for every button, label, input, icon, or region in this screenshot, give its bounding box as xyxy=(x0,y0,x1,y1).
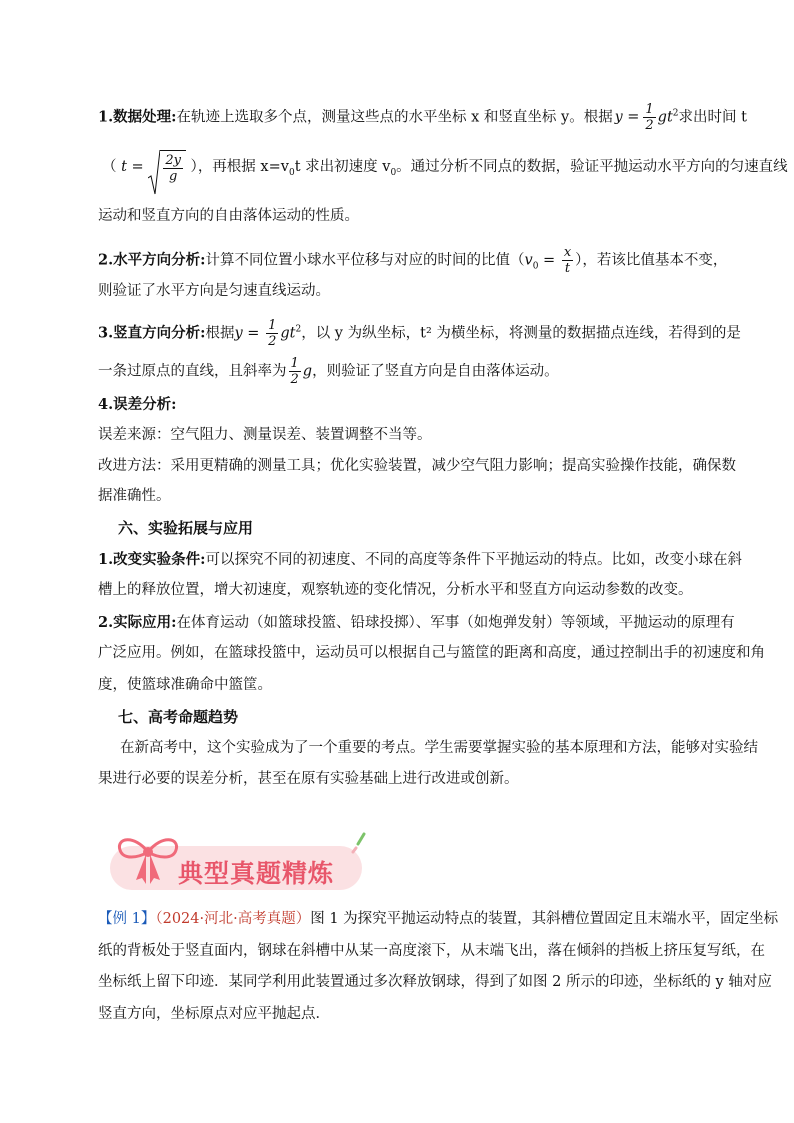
formula-y-half-gt2: y = xyxy=(614,109,640,125)
error-analysis-label: 4.误差分析: xyxy=(98,396,177,413)
practical-application-label: 2.实际应用: xyxy=(98,614,177,631)
improvement-line-2: 据准确性。 xyxy=(98,488,171,504)
improvement-line-1: 改进方法：采用更精确的测量工具；优化实验装置，减少空气阻力影响；提高实验操作技能，确保数 xyxy=(98,458,736,474)
error-source: 误差来源：空气阻力、测量误差、装置调整不当等。 xyxy=(98,427,432,443)
practical-application-line-3: 度，使篮球准确命中篮筐。 xyxy=(98,677,272,693)
text: 图 1 为探究平抛运动特点的装置，其斜槽位置固定且末端水平，固定坐标 xyxy=(310,911,779,927)
change-conditions-label: 1.改变实验条件: xyxy=(98,551,206,568)
exam-trend-line-2: 果进行必要的误差分析，甚至在原有实验基础上进行改进或创新。 xyxy=(98,771,519,787)
horizontal-analysis-line-1: 2.水平方向分析:计算不同位置小球水平位移与对应的时间的比值（$v_0$ = $\frac{x}{t}$ ），若该比值基本不变， xyxy=(98,245,728,276)
text: 在体育运动（如篮球投篮、铅球投掷）、军事（如炮弹发射）等领域，平抛运动的原理有 xyxy=(176,615,735,631)
text: 求出时间 t xyxy=(678,109,747,126)
vertical-analysis-line-2: 一条过原点的直线，且斜率为 $\frac{1}{2}$ g，则验证了竖直方向是自由落体运动。 xyxy=(98,356,559,387)
text: ，则验证了竖直方向是自由落体运动。 xyxy=(312,363,559,380)
section-6-title: 六、实验拓展与应用 xyxy=(118,519,254,537)
data-processing-line-3: 运动和竖直方向的自由落体运动的性质。 xyxy=(98,208,359,224)
change-conditions-line-2: 槽上的释放位置，增大初速度，观察轨迹的变化情况，分析水平和竖直方向运动参数的改变。 xyxy=(98,582,693,598)
fraction-x-over-t: $\frac{x}{t}$ xyxy=(563,245,572,276)
text: ，再根据 x=v xyxy=(197,159,289,175)
example-line-1 xyxy=(98,909,778,930)
text: 可以探究不同的初速度、不同的高度等条件下平抛运动的特点。比如，改变小球在斜 xyxy=(205,552,742,568)
example-line-4: 竖直方向，坐标原点对应平抛起点． xyxy=(98,1006,330,1022)
data-processing-line-1: 1.数据处理:在轨迹上选取多个点，测量这些点的水平坐标 x 和竖直坐标 y。根据 y = $\frac{1}{2}$ $gt^2$求出时间 t xyxy=(98,102,747,133)
practical-application-line-1 xyxy=(98,612,735,634)
example-line-3: 坐标纸上留下印迹．某同学利用此装置通过多次释放钢球，得到了如图 2 所示的印迹，坐标纸的 y 轴对应 xyxy=(98,974,772,990)
fraction-half: $\frac{1}{2}$ xyxy=(645,102,654,133)
text: ，以 y 为纵坐标，t² 为横坐标，将测量的数据描点连线，若得到的是 xyxy=(301,325,741,342)
horizontal-analysis-line-2: 则验证了水平方向是匀速直线运动。 xyxy=(98,283,330,299)
data-processing-line-2: （ t = $\frac{2y}{g}$ ），再根据 $x=v_0t$ 求出初速度 $v_0$。通过分析不同点的数据，验证平抛运动水平方向的匀速直线 xyxy=(102,150,788,184)
vertical-analysis-label: 3.竖直方向分析: xyxy=(98,324,206,342)
example-line-2: 纸的背板处于竖直面内，钢球在斜槽中从某一高度滚下，从末端飞出，落在倾斜的挡板上挤压复写纸，在 xyxy=(98,943,765,959)
text: 根据 xyxy=(205,325,235,342)
fraction-half: $\frac{1}{2}$ xyxy=(290,356,299,387)
practical-application-line-2: 广泛应用。例如，在篮球投篮中，运动员可以根据自己与篮筐的距离和高度，通过控制出手的初速度和角 xyxy=(98,645,765,661)
radical-sign-icon xyxy=(148,150,160,196)
change-conditions-line-1 xyxy=(98,549,742,571)
text: 一条过原点的直线，且斜率为 xyxy=(98,363,287,380)
banner-title: 典型真题精炼 xyxy=(178,859,335,888)
text: 计算不同位置小球水平位移与对应的时间的比值（ xyxy=(205,252,525,269)
vertical-analysis-line-1: 3.竖直方向分析:根据y = $\frac{1}{2}$ $gt^2$，以 y 为纵坐标，t² 为横坐标，将测量的数据描点连线，若得到的是 xyxy=(98,318,741,349)
section-7-title: 七、高考命题趋势 xyxy=(118,708,239,726)
sqrt-formula: $\frac{2y}{g}$ xyxy=(148,150,186,184)
typical-questions-banner xyxy=(106,828,368,896)
example-source: （2024·河北·高考真题） xyxy=(155,911,311,927)
text: t 求出初速度 v xyxy=(294,159,391,175)
horizontal-analysis-label: 2.水平方向分析: xyxy=(98,251,206,269)
fraction-half: $\frac{1}{2}$ xyxy=(268,318,277,349)
text: 。通过分析不同点的数据，验证平抛运动水平方向的匀速直线 xyxy=(396,159,788,175)
text: 在轨迹上选取多个点，测量这些点的水平坐标 x 和竖直坐标 y。根据 xyxy=(176,109,613,126)
example-tag: 【例 1】 xyxy=(98,911,156,927)
text: ），若该比值基本不变， xyxy=(575,252,728,269)
data-processing-label: 1.数据处理: xyxy=(98,108,177,126)
exam-trend-line-1: 在新高考中，这个实验成为了一个重要的考点。学生需要掌握实验的基本原理和方法，能够对实验结 xyxy=(120,740,758,756)
